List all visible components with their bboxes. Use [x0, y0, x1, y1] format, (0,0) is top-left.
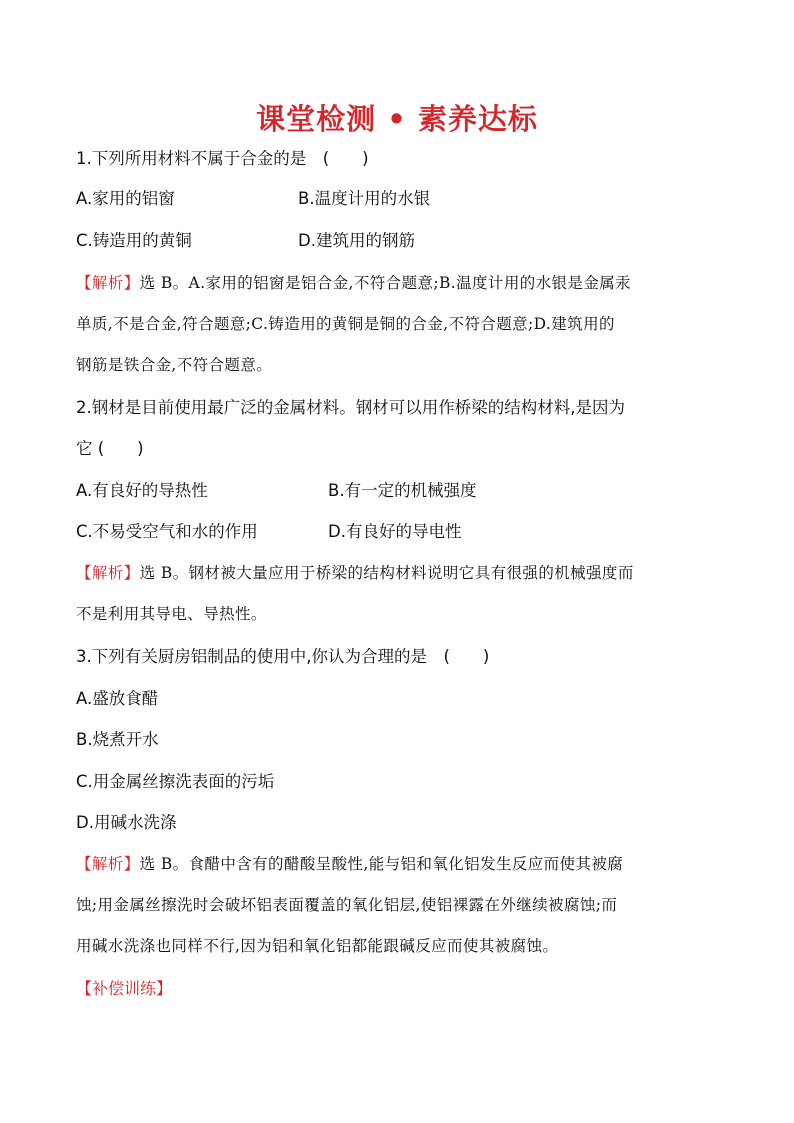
question-2-stem-line-1: 2.钢材是目前使用最广泛的金属材料。钢材可以用作桥梁的结构材料,是因为 [76, 398, 625, 417]
q3-option-b: B.烧煮开水 [76, 730, 159, 749]
q2-option-a: A.有良好的导热性 [76, 481, 208, 500]
q2-analysis-line-2: 不是利用其导电、导热性。 [76, 605, 267, 623]
question-3-stem: 3.下列有关厨房铝制品的使用中,你认为合理的是 ( ) [76, 647, 490, 666]
q2-option-d: D.有良好的导电性 [328, 522, 462, 541]
q3-analysis-line-1: 【解析】选 B。食醋中含有的醋酸呈酸性,能与铝和氧化铝发生反应而使其被腐 [76, 855, 624, 873]
q2-option-b: B.有一定的机械强度 [328, 481, 477, 500]
analysis-tag: 【解析】 [76, 274, 140, 292]
question-2-stem-line-2: 它 ( ) [76, 439, 144, 458]
q1-analysis-line-3: 钢筋是铁合金,不符合题意。 [76, 356, 273, 374]
q1-option-d: D.建筑用的钢筋 [298, 231, 415, 250]
analysis-tag: 【解析】 [76, 855, 140, 873]
q3-analysis-line-3: 用碱水洗涤也同样不行,因为铝和氧化铝都能跟碱反应而使其被腐蚀。 [76, 937, 559, 955]
q2-option-c: C.不易受空气和水的作用 [76, 522, 258, 541]
page-title: 课堂检测 • 素养达标 [256, 102, 538, 136]
q1-option-c: C.铸造用的黄铜 [76, 231, 192, 250]
q1-option-a: A.家用的铝窗 [76, 189, 175, 208]
analysis-tag: 【解析】 [76, 564, 140, 582]
q3-option-a: A.盛放食醋 [76, 689, 159, 708]
q3-option-c: C.用金属丝擦洗表面的污垢 [76, 772, 275, 791]
q1-option-b: B.温度计用的水银 [298, 189, 431, 208]
q1-analysis-line-2: 单质,不是合金,符合题意;C.铸造用的黄铜是铜的合金,不符合题意;D.建筑用的 [76, 315, 615, 333]
q3-option-d: D.用碱水洗涤 [76, 813, 177, 832]
q1-analysis-line-1: 【解析】选 B。A.家用的铝窗是铝合金,不符合题意;B.温度计用的水银是金属汞 [76, 274, 632, 292]
supplement-heading: 【补偿训练】 [76, 979, 173, 998]
question-1-stem: 1.下列所用材料不属于合金的是 ( ) [76, 149, 369, 168]
q3-analysis-line-2: 蚀;用金属丝擦洗时会破坏铝表面覆盖的氧化铝层,使铝裸露在外继续被腐蚀;而 [76, 896, 618, 914]
q2-analysis-line-1: 【解析】选 B。钢材被大量应用于桥梁的结构材料说明它具有很强的机械强度而 [76, 564, 634, 582]
